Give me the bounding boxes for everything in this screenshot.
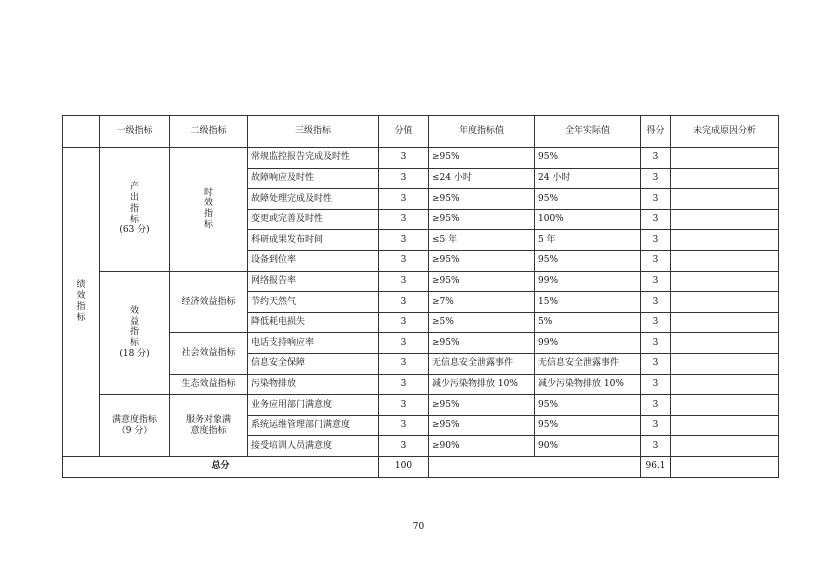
header-level3: 三级指标 <box>248 116 379 148</box>
row-target: ≥95% <box>429 148 535 169</box>
outer-label: 绩效指标 <box>63 148 100 457</box>
row-target: ≥95% <box>429 271 535 292</box>
output-score: (63 分) <box>119 225 150 236</box>
row-reason <box>671 168 779 189</box>
row-target: ≥95% <box>429 333 535 354</box>
total-empty <box>429 456 641 477</box>
table-row <box>63 333 779 354</box>
row-name: 信息安全保障 <box>248 353 379 374</box>
row-target: ≤5 年 <box>429 230 535 251</box>
performance-table <box>62 115 779 478</box>
row-reason <box>671 189 779 210</box>
row-actual: 99% <box>535 271 641 292</box>
row-target: ≥7% <box>429 292 535 313</box>
row-target: ≥95% <box>429 395 535 416</box>
row-actual: 95% <box>535 415 641 436</box>
row-reason <box>671 209 779 230</box>
header-reason: 未完成原因分析 <box>671 116 779 148</box>
row-reason <box>671 250 779 271</box>
row-name: 科研成果发布时间 <box>248 230 379 251</box>
row-score: 3 <box>379 312 429 333</box>
row-reason <box>671 395 779 416</box>
row-score: 3 <box>379 148 429 169</box>
row-reason <box>671 230 779 251</box>
row-name: 变更或完善及时性 <box>248 209 379 230</box>
output-sub: 时效指标 <box>170 148 248 272</box>
row-actual: 100% <box>535 209 641 230</box>
benefit-social: 社会效益指标 <box>170 333 248 374</box>
row-score: 3 <box>379 168 429 189</box>
row-got: 3 <box>641 353 671 374</box>
row-reason <box>671 374 779 395</box>
row-got: 3 <box>641 292 671 313</box>
total-label: 总分 <box>63 456 379 477</box>
row-name: 系统运维管理部门满意度 <box>248 415 379 436</box>
row-actual: 5% <box>535 312 641 333</box>
output-label: 产出指标 <box>130 182 140 225</box>
row-name: 降低耗电损失 <box>248 312 379 333</box>
row-target: 无信息安全泄露事件 <box>429 353 535 374</box>
row-got: 3 <box>641 250 671 271</box>
benefit-group <box>100 271 170 395</box>
benefit-label: 效益指标 <box>130 305 140 349</box>
satisfaction-group <box>100 395 170 457</box>
row-score: 3 <box>379 374 429 395</box>
row-got: 3 <box>641 312 671 333</box>
row-name: 电话支持响应率 <box>248 333 379 354</box>
page-number: 70 <box>412 522 425 532</box>
row-got: 3 <box>641 230 671 251</box>
header-target: 年度指标值 <box>429 116 535 148</box>
row-score: 3 <box>379 353 429 374</box>
row-score: 3 <box>379 250 429 271</box>
total-row <box>63 456 779 477</box>
row-target: ≥95% <box>429 209 535 230</box>
row-target: ≥95% <box>429 415 535 436</box>
benefit-eco: 生态效益指标 <box>170 374 248 395</box>
row-actual: 95% <box>535 250 641 271</box>
row-reason <box>671 353 779 374</box>
header-got: 得分 <box>641 116 671 148</box>
row-target: ≥90% <box>429 436 535 457</box>
row-actual: 90% <box>535 436 641 457</box>
row-actual: 99% <box>535 333 641 354</box>
satisfaction-sub: 服务对象满意度指标 <box>170 395 248 457</box>
header-row <box>63 116 779 148</box>
row-score: 3 <box>379 189 429 210</box>
row-got: 3 <box>641 374 671 395</box>
satisfaction-score: （9 分） <box>116 425 153 436</box>
row-got: 3 <box>641 189 671 210</box>
header-level2: 二级指标 <box>170 116 248 148</box>
row-reason <box>671 271 779 292</box>
row-actual: 95% <box>535 189 641 210</box>
row-target: 减少污染物排放 10% <box>429 374 535 395</box>
row-reason <box>671 415 779 436</box>
header-level1: 一级指标 <box>100 116 170 148</box>
row-score: 3 <box>379 292 429 313</box>
row-score: 3 <box>379 230 429 251</box>
benefit-econ: 经济效益指标 <box>170 271 248 333</box>
row-got: 3 <box>641 148 671 169</box>
benefit-score: (18 分) <box>119 349 150 360</box>
header-score: 分值 <box>379 116 429 148</box>
row-target: ≥5% <box>429 312 535 333</box>
row-actual: 无信息安全泄露事件 <box>535 353 641 374</box>
total-reason <box>671 456 779 477</box>
row-name: 业务应用部门满意度 <box>248 395 379 416</box>
row-actual: 95% <box>535 148 641 169</box>
total-got: 96.1 <box>641 456 671 477</box>
row-name: 故障处理完成及时性 <box>248 189 379 210</box>
row-got: 3 <box>641 415 671 436</box>
total-score: 100 <box>379 456 429 477</box>
row-name: 常规监控报告完成及时性 <box>248 148 379 169</box>
row-got: 3 <box>641 209 671 230</box>
row-name: 设备到位率 <box>248 250 379 271</box>
row-got: 3 <box>641 436 671 457</box>
outer-corner-cell <box>63 116 100 148</box>
row-name: 污染物排放 <box>248 374 379 395</box>
row-target: ≤24 小时 <box>429 168 535 189</box>
table-row <box>63 148 779 169</box>
row-score: 3 <box>379 271 429 292</box>
satisfaction-label: 满意度指标 <box>111 414 157 425</box>
row-target: ≥95% <box>429 189 535 210</box>
row-reason <box>671 312 779 333</box>
row-actual: 5 年 <box>535 230 641 251</box>
row-name: 故障响应及时性 <box>248 168 379 189</box>
row-target: ≥95% <box>429 250 535 271</box>
row-actual: 24 小时 <box>535 168 641 189</box>
row-reason <box>671 333 779 354</box>
row-name: 网络报告率 <box>248 271 379 292</box>
table-row <box>63 395 779 416</box>
row-score: 3 <box>379 415 429 436</box>
row-actual: 15% <box>535 292 641 313</box>
row-score: 3 <box>379 395 429 416</box>
row-reason <box>671 148 779 169</box>
row-reason <box>671 292 779 313</box>
row-name: 接受培训人员满意度 <box>248 436 379 457</box>
row-actual: 减少污染物排放 10% <box>535 374 641 395</box>
row-got: 3 <box>641 395 671 416</box>
row-score: 3 <box>379 209 429 230</box>
header-actual: 全年实际值 <box>535 116 641 148</box>
row-name: 节约天然气 <box>248 292 379 313</box>
row-got: 3 <box>641 333 671 354</box>
row-got: 3 <box>641 271 671 292</box>
row-score: 3 <box>379 436 429 457</box>
row-got: 3 <box>641 168 671 189</box>
row-reason <box>671 436 779 457</box>
row-score: 3 <box>379 333 429 354</box>
row-actual: 95% <box>535 395 641 416</box>
output-group <box>100 148 170 272</box>
table-row <box>63 374 779 395</box>
table-row <box>63 271 779 292</box>
